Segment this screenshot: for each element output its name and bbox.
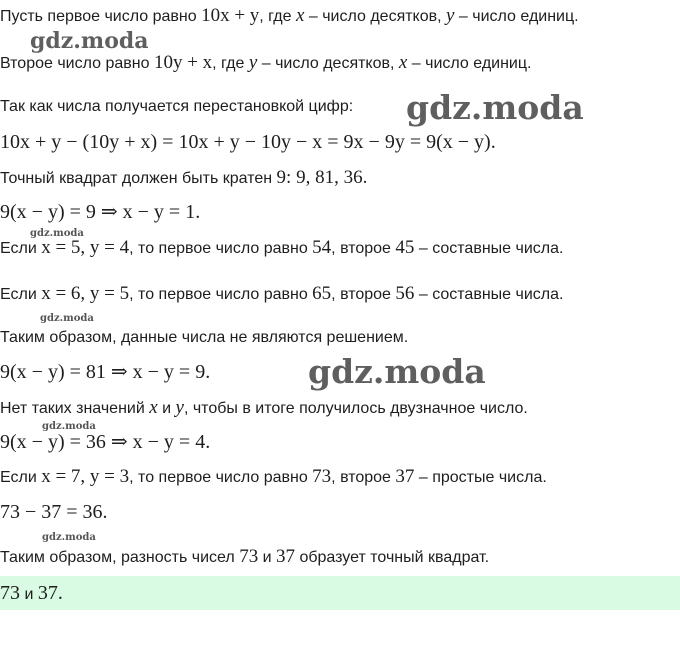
math-expression: x = 6, y = 5 [41, 283, 130, 304]
text-fragment: Пусть первое число равно [0, 8, 202, 25]
math-variable: x [149, 397, 158, 418]
math-number: 37 [395, 466, 415, 487]
math-number: 37 [276, 546, 296, 567]
text-fragment: Так как числа получается перестановкой цифр: [0, 98, 354, 115]
equation-line-14: 73 − 37 = 36. [0, 501, 108, 523]
math-variable: y [446, 5, 455, 26]
text-fragment: и [258, 549, 277, 566]
math-number: 54 [312, 237, 332, 258]
text-fragment: Таким образом, данные числа не являются решением. [0, 329, 409, 346]
text-fragment: Если [0, 286, 42, 303]
watermark: gdz.moda [30, 228, 84, 239]
equation-line-4: 10x + y − (10y + x) = 10x + y − 10y − x = 9x − 9y = 9(x − y). [0, 131, 496, 153]
text-line-8 [0, 284, 563, 305]
math-number: 37 [37, 582, 58, 604]
math-expression: x = 7, y = 3 [41, 466, 130, 487]
equation-line-10: 9(x − y) = 81 ⇒ x − y = 9. [0, 361, 211, 383]
text-fragment: , где [212, 55, 249, 72]
text-fragment: – число десятков, [304, 8, 447, 25]
text-fragment: , то первое число равно [129, 240, 313, 257]
math-number: 45 [395, 237, 415, 258]
text-line-1 [0, 6, 579, 27]
math-number: 73 [312, 466, 332, 487]
text-fragment: и [20, 586, 38, 603]
answer-line [0, 583, 63, 605]
text-fragment: – число десятков, [257, 55, 399, 72]
text-fragment: . [57, 582, 63, 604]
text-line-11 [0, 398, 528, 419]
text-fragment: Второе число равно [0, 55, 154, 72]
math-number: 65 [312, 283, 332, 304]
watermark: gdz.moda [406, 88, 584, 127]
text-fragment: – число единиц. [407, 55, 532, 72]
math-number: 56 [395, 283, 415, 304]
text-fragment: Точный квадрат должен быть кратен [0, 170, 277, 187]
text-fragment: , где [259, 8, 296, 25]
equation-line-12: 9(x − y) = 36 ⇒ x − y = 4. [0, 431, 211, 453]
text-fragment: , второе [331, 469, 396, 486]
math-expression: 10y + x [153, 52, 213, 73]
text-fragment: , то первое число равно [129, 286, 313, 303]
math-expression: x = 5, y = 4 [41, 237, 130, 258]
watermark: gdz.moda [30, 28, 149, 54]
text-fragment: , второе [331, 286, 396, 303]
watermark: gdz.moda [42, 532, 96, 543]
text-line-9 [0, 328, 408, 348]
math-variable: x [295, 5, 305, 26]
text-line-5 [0, 168, 367, 189]
text-fragment: Если [0, 240, 42, 257]
text-fragment: Нет таких значений [0, 400, 150, 417]
text-line-2 [0, 53, 531, 74]
math-variable: y [175, 397, 184, 418]
math-number: 73 [239, 546, 259, 567]
text-line-7 [0, 238, 563, 259]
text-line-15 [0, 547, 489, 568]
text-fragment: – составные числа. [414, 286, 564, 303]
watermark: gdz.moda [40, 313, 94, 324]
answer-box [0, 576, 680, 610]
text-fragment: – составные числа. [414, 240, 564, 257]
text-fragment: – число единиц. [454, 8, 579, 25]
math-number: 73 [0, 582, 20, 604]
text-line-3 [0, 97, 353, 117]
math-expression: 10x + y [201, 5, 260, 26]
text-fragment: образует точный квадрат. [295, 549, 490, 566]
text-line-13 [0, 467, 547, 488]
math-expression: 9: 9, 81, 36. [276, 167, 368, 188]
text-fragment: – простые числа. [414, 469, 547, 486]
text-fragment: Если [0, 469, 42, 486]
text-fragment: , второе [331, 240, 396, 257]
watermark: gdz.moda [42, 421, 96, 432]
watermark: gdz.moda [308, 352, 486, 391]
math-variable: x [398, 52, 408, 73]
text-fragment: , чтобы в итоге получилось двузначное число. [183, 400, 528, 417]
text-fragment: и [157, 400, 176, 417]
math-variable: y [248, 52, 258, 73]
text-fragment: , то первое число равно [129, 469, 313, 486]
text-fragment: Таким образом, разность чисел [0, 549, 240, 566]
equation-line-6: 9(x − y) = 9 ⇒ x − y = 1. [0, 201, 201, 223]
